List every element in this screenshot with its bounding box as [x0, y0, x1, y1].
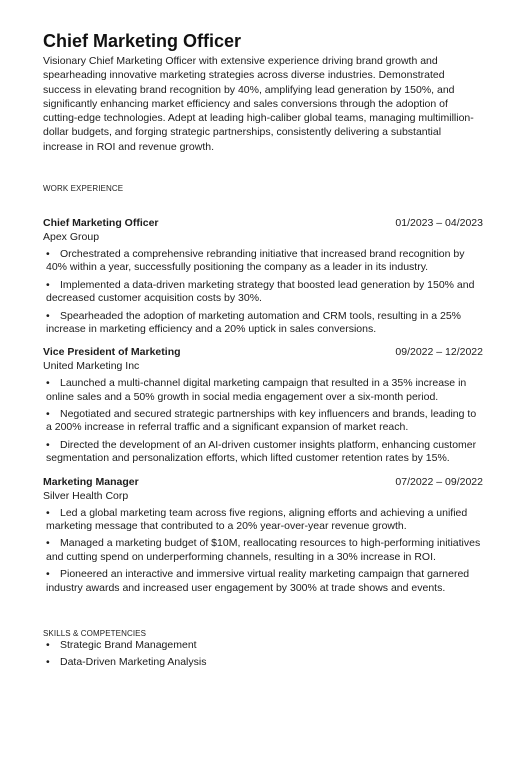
achievement-item: • Negotiated and secured strategic partnerships with key influencers and brands, leading to a 200% increase in referral traffic and a significant expansion of market reach. — [46, 408, 477, 434]
achievement-item: • Launched a multi-channel digital marketing campaign that resulted in a 35% increase in online sales and a 50% growth in social media engagement over a six-month period. — [46, 377, 467, 403]
job-dates: 01/2023 – 04/2023 — [395, 217, 483, 230]
job-company: United Marketing Inc — [43, 360, 140, 373]
bullet-icon: • — [46, 568, 50, 581]
achievement-item: • Managed a marketing budget of $10M, reallocating resources to high-performing initiatives and cutting spend on underperforming channels, resulting in a 30% increase in ROI. — [46, 537, 481, 563]
bullet-icon: • — [46, 408, 50, 421]
skill-item: • Data-Driven Marketing Analysis — [46, 656, 207, 669]
resume-title: Chief Marketing Officer — [43, 31, 242, 51]
job-achievements — [43, 248, 483, 336]
job-header — [43, 475, 483, 489]
bullet-icon: • — [46, 248, 50, 261]
skills-list — [43, 639, 483, 670]
job-company: Silver Health Corp — [43, 489, 129, 502]
work-experience-heading: WORK EXPERIENCE — [43, 184, 124, 194]
achievement-item: • Pioneered an interactive and immersive virtual reality marketing campaign that garnered industry awards and increased user engagement by 300% at trade shows and events. — [46, 568, 470, 594]
bullet-icon: • — [46, 537, 50, 550]
achievement-item: • Spearheaded the adoption of marketing automation and CRM tools, resulting in a 25% increase in marketing efficiency and a 20% uptick in sales conversions. — [46, 309, 461, 336]
job-achievements — [43, 377, 483, 465]
skill-item: • Strategic Brand Management — [46, 638, 197, 651]
job-company: Apex Group — [43, 231, 100, 244]
professional-summary: Visionary Chief Marketing Officer with extensive experience driving brand growth and spearheading innovative marketing strategies across diverse industries. Demonstrated success in elevating brand recognition by 40%, amplifying lead generation by 150%, and significantly enhancing market efficiency and sales conversions through the adoption of cutting-edge technologies. Adept at leading high-caliber global teams, managing multimillion-dollar budgets, and forging strategic partnerships, consistently delivering a substantial increase in ROI and revenue growth. — [43, 55, 474, 153]
job-dates: 09/2022 – 12/2022 — [395, 346, 483, 359]
job-role: Vice President of Marketing — [43, 346, 181, 359]
bullet-icon: • — [46, 656, 50, 669]
job-entry — [43, 345, 483, 465]
achievement-item: • Directed the development of an AI-driven customer insights platform, enhancing customer segmentation and personalization efforts, which lifted customer retention rates by 15%. — [46, 439, 477, 465]
job-role: Marketing Manager — [43, 475, 139, 488]
job-dates: 07/2022 – 09/2022 — [395, 475, 483, 488]
bullet-icon: • — [46, 506, 50, 519]
achievement-item: • Orchestrated a comprehensive rebranding initiative that increased brand recognition by 40% within a year, successfully positioning the company as a leader in its industry. — [46, 248, 465, 274]
achievement-item: • Implemented a data-driven marketing strategy that boosted lead generation by 150% and decreased customer acquisition costs by 30%. — [46, 278, 475, 305]
job-entry — [43, 216, 483, 336]
bullet-icon: • — [46, 439, 50, 452]
bullet-icon: • — [46, 278, 50, 291]
bullet-icon: • — [46, 309, 50, 322]
job-role: Chief Marketing Officer — [43, 217, 159, 230]
work-experience-list — [43, 216, 483, 595]
achievement-item: • Led a global marketing team across five regions, aligning efforts and achieving a unified marketing message that contributed to a 20% year-over-year revenue growth. — [46, 506, 468, 532]
bullet-icon: • — [46, 638, 50, 651]
job-header — [43, 345, 483, 359]
skills-heading: SKILLS & COMPETENCIES — [43, 628, 147, 638]
job-entry — [43, 475, 483, 595]
job-header — [43, 216, 483, 230]
job-achievements — [43, 507, 483, 595]
bullet-icon: • — [46, 377, 50, 390]
